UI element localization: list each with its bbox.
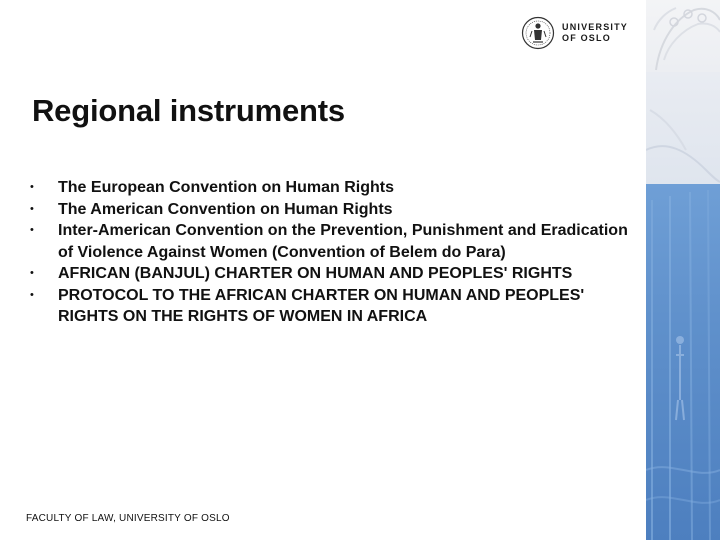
bullet-marker: • (30, 181, 34, 193)
bullet-list (30, 177, 630, 328)
bullet-marker: • (30, 202, 34, 215)
logo-line-1: UNIVERSITY (562, 22, 629, 32)
slide-title: Regional instruments (32, 93, 345, 128)
bullet-item (30, 199, 630, 221)
bullet-marker: • (30, 224, 34, 236)
decorative-side-strip (646, 0, 720, 540)
university-seal-icon (521, 16, 555, 50)
bullet-item (30, 285, 630, 328)
bullet-text: Inter-American Convention on the Prevention, Punishment and Eradication of Violence Against Women (Convention of Belem do Para) (58, 222, 628, 261)
logo-line-2: OF OSLO (562, 33, 611, 43)
slide-footer: FACULTY OF LAW, UNIVERSITY OF OSLO (26, 513, 230, 524)
bullet-marker: • (30, 267, 34, 279)
bullet-marker: • (30, 288, 34, 301)
bullet-item (30, 177, 630, 199)
bullet-text: The American Convention on Human Rights (58, 200, 393, 218)
university-logo (521, 16, 637, 52)
statue-decoration-graphic (646, 0, 720, 540)
bullet-text: PROTOCOL TO THE AFRICAN CHARTER ON HUMAN AND PEOPLES' RIGHTS ON THE RIGHTS OF WOMEN IN AFRICA (58, 286, 585, 325)
bullet-text: AFRICAN (BANJUL) CHARTER ON HUMAN AND PEOPLES' RIGHTS (58, 265, 573, 282)
bullet-item (30, 263, 630, 285)
bullet-text: The European Convention on Human Rights (58, 179, 394, 196)
bullet-item (30, 220, 630, 263)
